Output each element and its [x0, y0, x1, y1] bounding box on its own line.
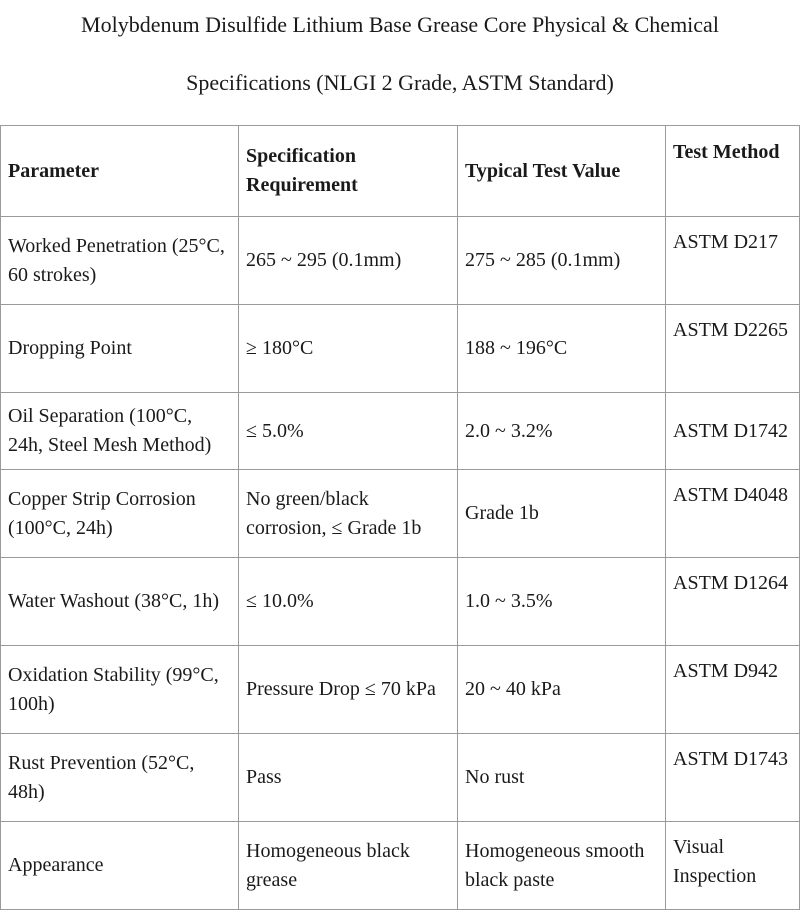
- cell-typical-value: No rust: [458, 734, 666, 822]
- table-row: [1, 393, 800, 470]
- cell-typical-value: 188 ~ 196°C: [458, 305, 666, 393]
- cell-typical-value: 20 ~ 40 kPa: [458, 646, 666, 734]
- table-row: [1, 217, 800, 305]
- cell-test-method: ASTM D1742: [666, 393, 800, 470]
- specifications-table: [0, 125, 800, 910]
- table-row: [1, 646, 800, 734]
- cell-specification: 265 ~ 295 (0.1mm): [239, 217, 458, 305]
- cell-parameter: Oxidation Stability (99°C, 100h): [1, 646, 239, 734]
- header-specification: Specification Requirement: [239, 126, 458, 217]
- document-title-line-1: Molybdenum Disulfide Lithium Base Grease Core Physical & Chemical: [81, 12, 719, 37]
- cell-test-method: ASTM D1743: [666, 734, 800, 822]
- header-parameter: Parameter: [1, 126, 239, 217]
- header-typical-value: Typical Test Value: [458, 126, 666, 217]
- cell-parameter: Dropping Point: [1, 305, 239, 393]
- cell-specification: Homogeneous black grease: [239, 822, 458, 910]
- cell-parameter: Rust Prevention (52°C, 48h): [1, 734, 239, 822]
- cell-specification: ≤ 10.0%: [239, 558, 458, 646]
- cell-test-method: ASTM D4048: [666, 470, 800, 558]
- cell-test-method: ASTM D942: [666, 646, 800, 734]
- table-header-row: [1, 126, 800, 217]
- cell-parameter: Worked Penetration (25°C, 60 strokes): [1, 217, 239, 305]
- table-row: [1, 822, 800, 910]
- cell-typical-value: Grade 1b: [458, 470, 666, 558]
- cell-typical-value: 2.0 ~ 3.2%: [458, 393, 666, 470]
- cell-typical-value: Homogeneous smooth black paste: [458, 822, 666, 910]
- cell-specification: Pass: [239, 734, 458, 822]
- cell-typical-value: 275 ~ 285 (0.1mm): [458, 217, 666, 305]
- table-row: [1, 305, 800, 393]
- cell-specification: ≥ 180°C: [239, 305, 458, 393]
- document-title-line-2: Specifications (NLGI 2 Grade, ASTM Standard): [186, 70, 614, 95]
- cell-test-method: Visual Inspection: [666, 822, 800, 910]
- cell-specification: ≤ 5.0%: [239, 393, 458, 470]
- table-row: [1, 558, 800, 646]
- cell-parameter: Appearance: [1, 822, 239, 910]
- table-row: [1, 470, 800, 558]
- cell-parameter: Copper Strip Corrosion (100°C, 24h): [1, 470, 239, 558]
- cell-test-method: ASTM D2265: [666, 305, 800, 393]
- cell-test-method: ASTM D217: [666, 217, 800, 305]
- table-row: [1, 734, 800, 822]
- cell-specification: Pressure Drop ≤ 70 kPa: [239, 646, 458, 734]
- cell-parameter: Oil Separation (100°C, 24h, Steel Mesh Method): [1, 393, 239, 470]
- cell-parameter: Water Washout (38°C, 1h): [1, 558, 239, 646]
- cell-specification: No green/black corrosion, ≤ Grade 1b: [239, 470, 458, 558]
- header-test-method: Test Method: [666, 126, 800, 217]
- cell-typical-value: 1.0 ~ 3.5%: [458, 558, 666, 646]
- cell-test-method: ASTM D1264: [666, 558, 800, 646]
